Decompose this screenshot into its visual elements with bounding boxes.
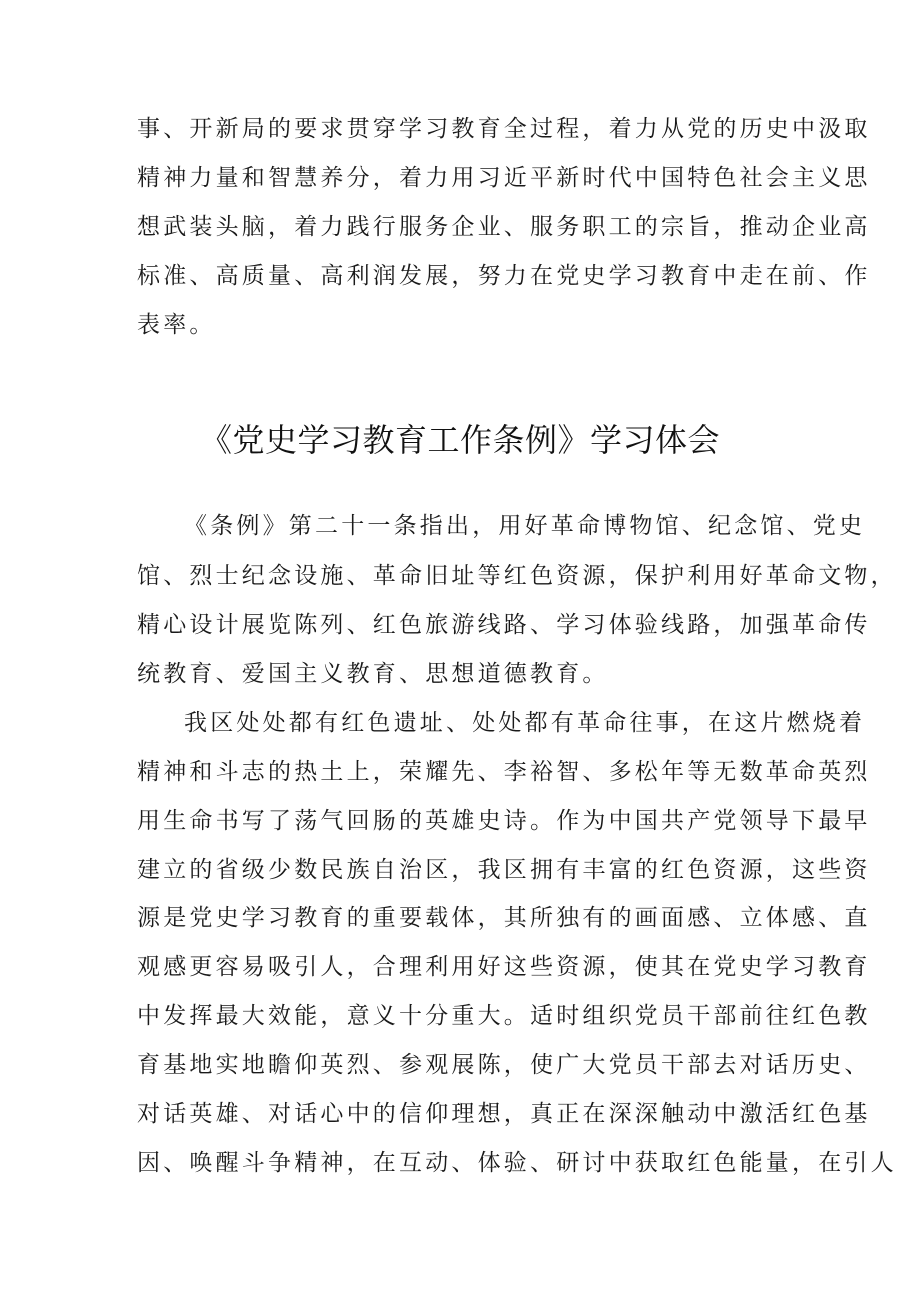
- paragraph-line: 统教育、爱国主义教育、思想道德教育。: [137, 661, 609, 687]
- paragraph-line: 用生命书写了荡气回肠的英雄史诗。作为中国共产党领导下最早: [137, 808, 871, 834]
- paragraph-line: 中发挥最大效能，意义十分重大。适时组织党员干部前往红色教: [137, 1003, 871, 1029]
- paragraph-line: 馆、烈士纪念设施、革命旧址等红色资源，保护利用好革命文物，: [137, 563, 897, 589]
- paragraph-line: 想武装头脑，着力践行服务企业、服务职工的宗旨，推动企业高: [137, 214, 871, 240]
- article-title: 《党史学习教育工作条例》学习体会: [199, 421, 720, 459]
- paragraph-line: 标准、高质量、高利润发展，努力在党史学习教育中走在前、作: [137, 263, 871, 289]
- paragraph-line: 我区处处都有红色遗址、处处都有革命往事，在这片燃烧着: [184, 710, 866, 736]
- paragraph-line: 表率。: [137, 312, 216, 338]
- paragraph-line: 因、唤醒斗争精神，在互动、体验、研讨中获取红色能量，在引人: [137, 1150, 897, 1176]
- paragraph-line: 精神和斗志的热土上，荣耀先、李裕智、多松年等无数革命英烈: [137, 759, 871, 785]
- paragraph-line: 源是党史学习教育的重要载体，其所独有的画面感、立体感、直: [137, 905, 871, 931]
- paragraph-line: 事、开新局的要求贯穿学习教育全过程，着力从党的历史中汲取: [137, 116, 871, 142]
- paragraph-line: 《条例》第二十一条指出，用好革命博物馆、纪念馆、党史: [184, 513, 866, 539]
- paragraph-line: 育基地实地瞻仰英烈、参观展陈，使广大党员干部去对话历史、: [137, 1052, 871, 1078]
- paragraph-line: 精心设计展览陈列、红色旅游线路、学习体验线路，加强革命传: [137, 612, 871, 638]
- paragraph-line: 观感更容易吸引人，合理利用好这些资源，使其在党史学习教育: [137, 954, 871, 980]
- paragraph-line: 建立的省级少数民族自治区，我区拥有丰富的红色资源，这些资: [137, 857, 871, 883]
- paragraph-line: 对话英雄、对话心中的信仰理想，真正在深深触动中激活红色基: [137, 1101, 871, 1127]
- paragraph-line: 精神力量和智慧养分，着力用习近平新时代中国特色社会主义思: [137, 165, 871, 191]
